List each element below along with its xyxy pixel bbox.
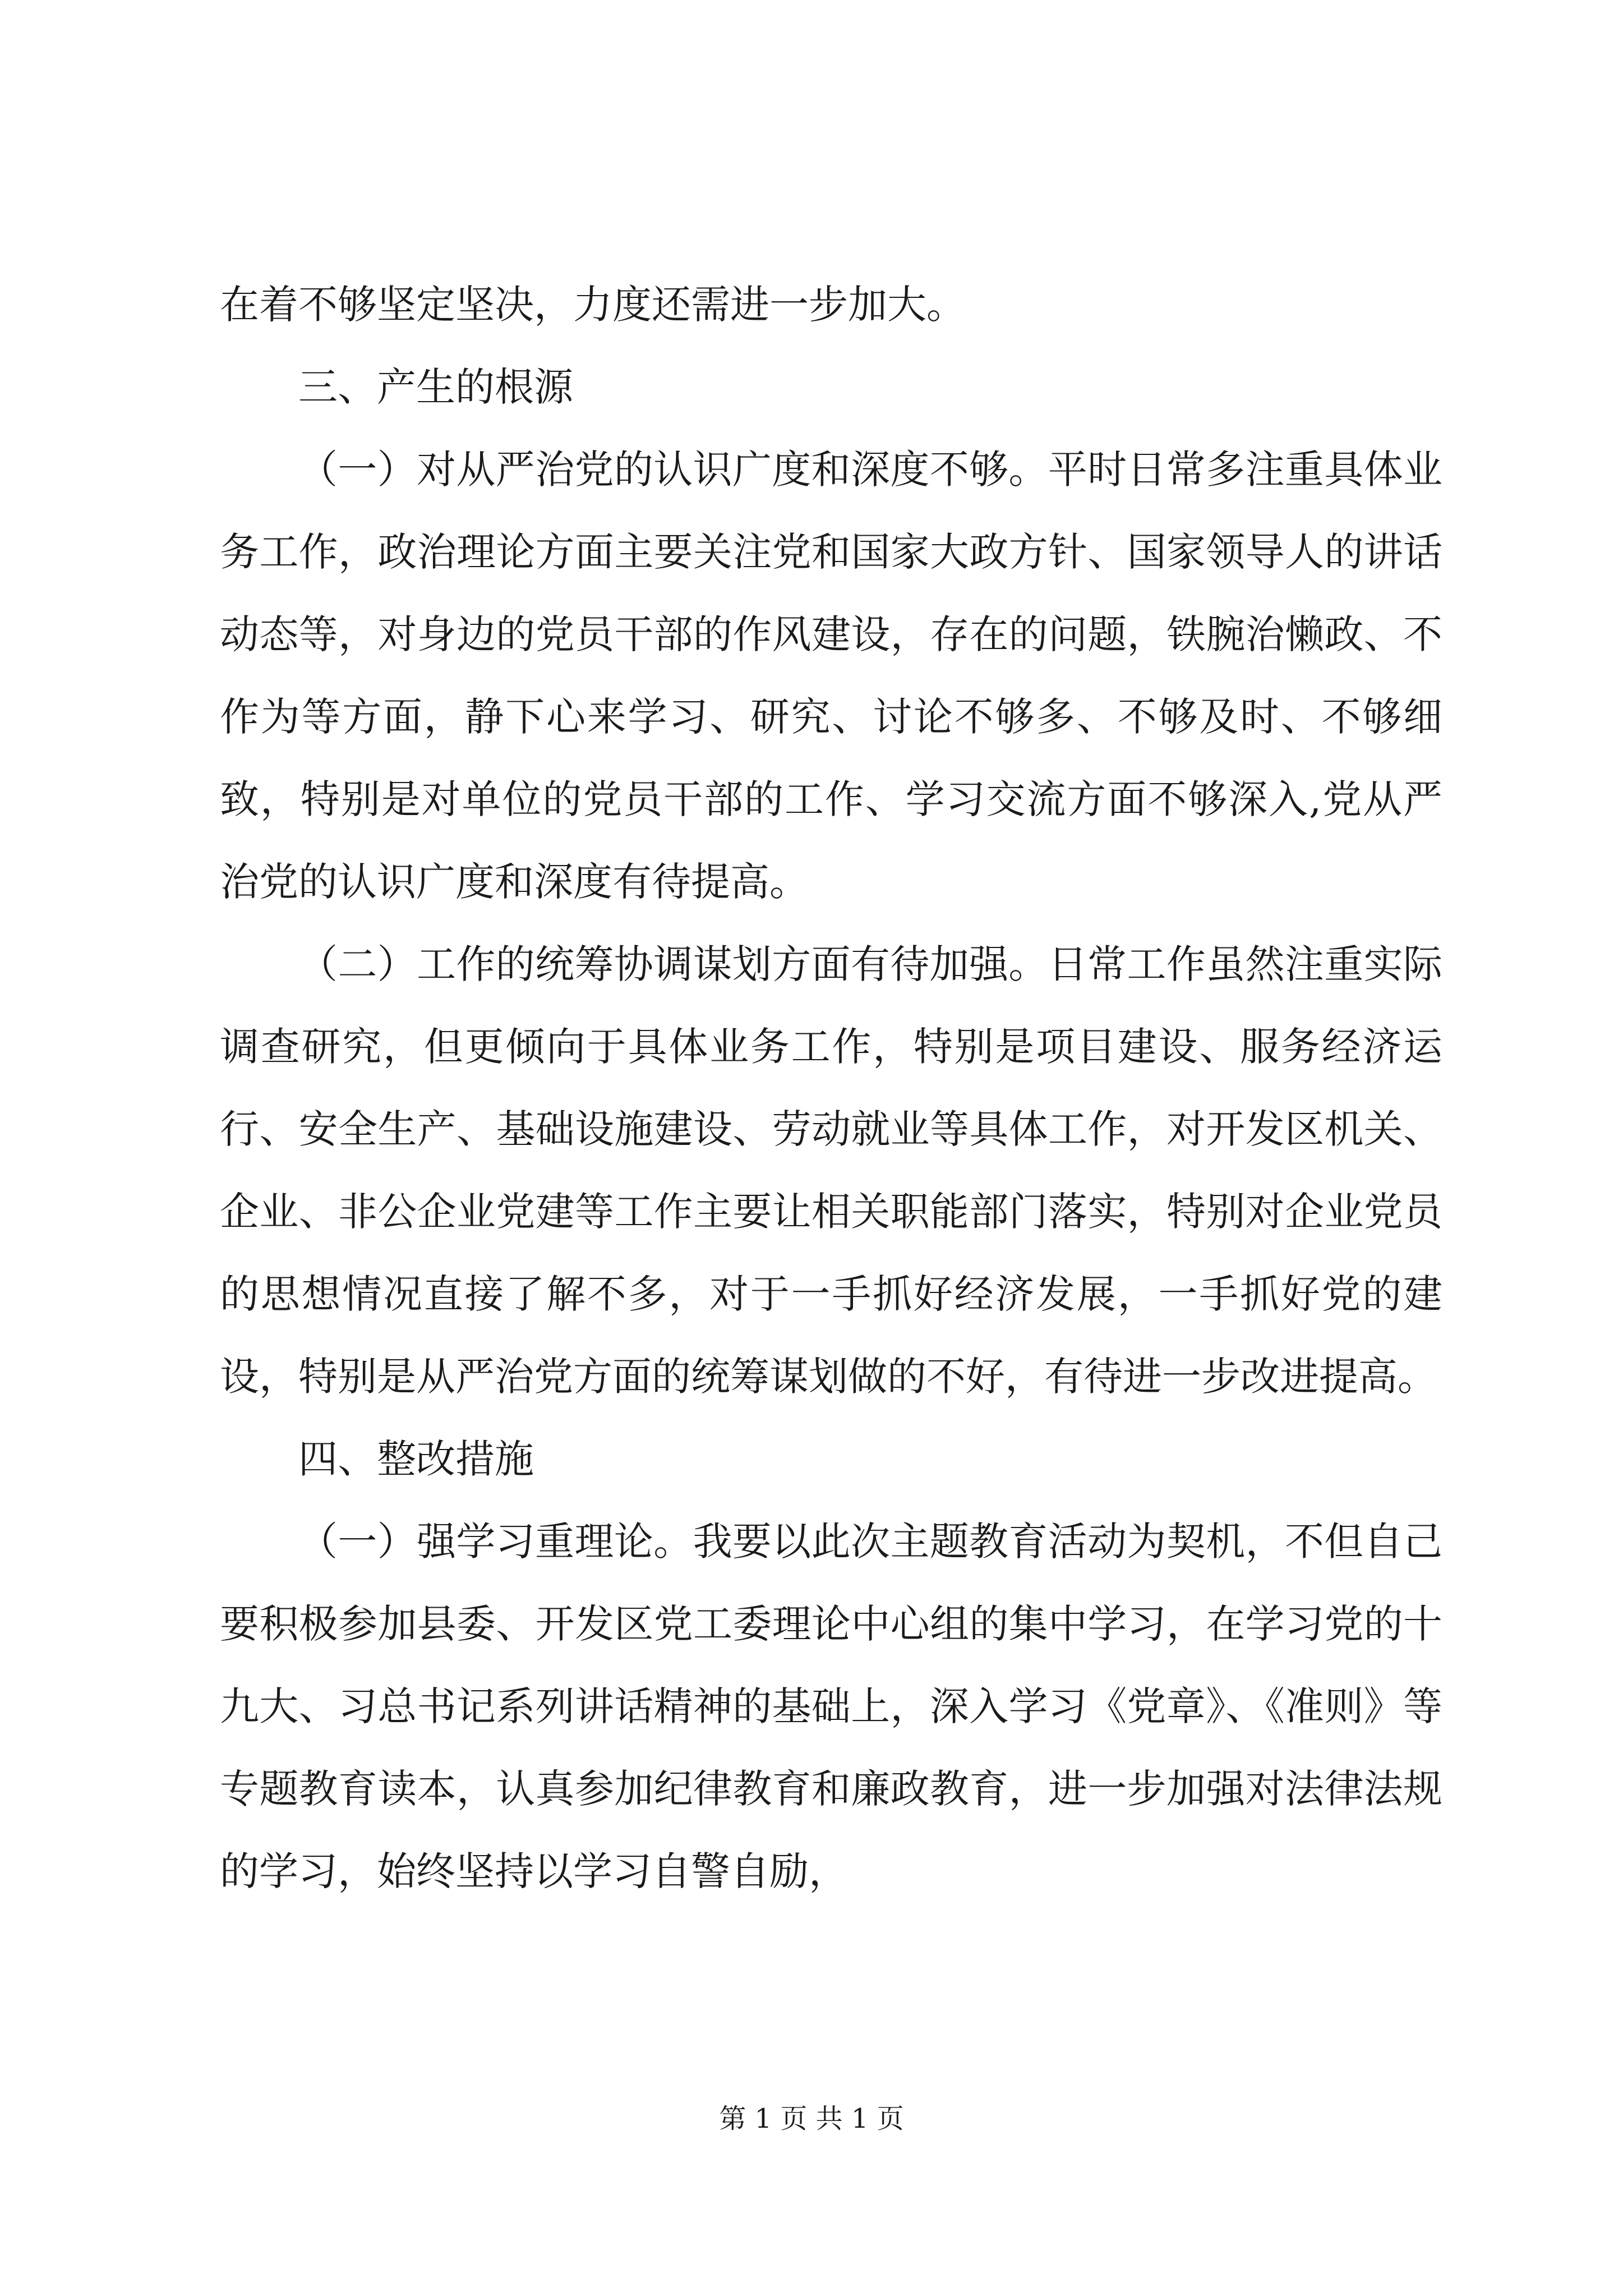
- document-body: [220, 264, 1442, 1913]
- paragraph-roots-2: （二）工作的统筹协调谋划方面有待加强。日常工作虽然注重实际调查研究，但更倾向于具体业务工作，特别是项目建设、服务经济运行、安全生产、基础设施建设、劳动就业等具体工作，对开发区机关、企业、非公企业党建等工作主要让相关职能部门落实，特别对企业党员的思想情况直接了解不多，对于一手抓好经济发展，一手抓好党的建设，特别是从严治党方面的统筹谋划做的不好，有待进一步改进提高。: [220, 941, 1442, 1400]
- section-heading-measures: 四、整改措施: [298, 1436, 534, 1482]
- paragraph-roots-1: （一）对从严治党的认识广度和深度不够。平时日常多注重具体业务工作，政治理论方面主要关注党和国家大政方针、国家领导人的讲话动态等，对身边的党员干部的作风建设，存在的问题，铁腕治懒政、不作为等方面，静下心来学习、研究、讨论不够多、不够及时、不够细致，特别是对单位的党员干部的工作、学习交流方面不够深入,党从严治党的认识广度和深度有待提高。: [220, 447, 1442, 905]
- paragraph-continuation: 在着不够坚定坚决，力度还需进一步加大。: [220, 282, 966, 328]
- paragraph-measures-1: （一）强学习重理论。我要以此次主题教育活动为契机，不但自己要积极参加县委、开发区党工委理论中心组的集中学习，在学习党的十九大、习总书记系列讲话精神的基础上，深入学习《党章》、《准则》等专题教育读本，认真参加纪律教育和廉政教育，进一步加强对法律法规的学习，始终坚持以学习自警自励，: [220, 1519, 1442, 1894]
- section-heading-roots: 三、产生的根源: [298, 364, 573, 410]
- page-footer: 第 1 页 共 1 页: [719, 2103, 904, 2134]
